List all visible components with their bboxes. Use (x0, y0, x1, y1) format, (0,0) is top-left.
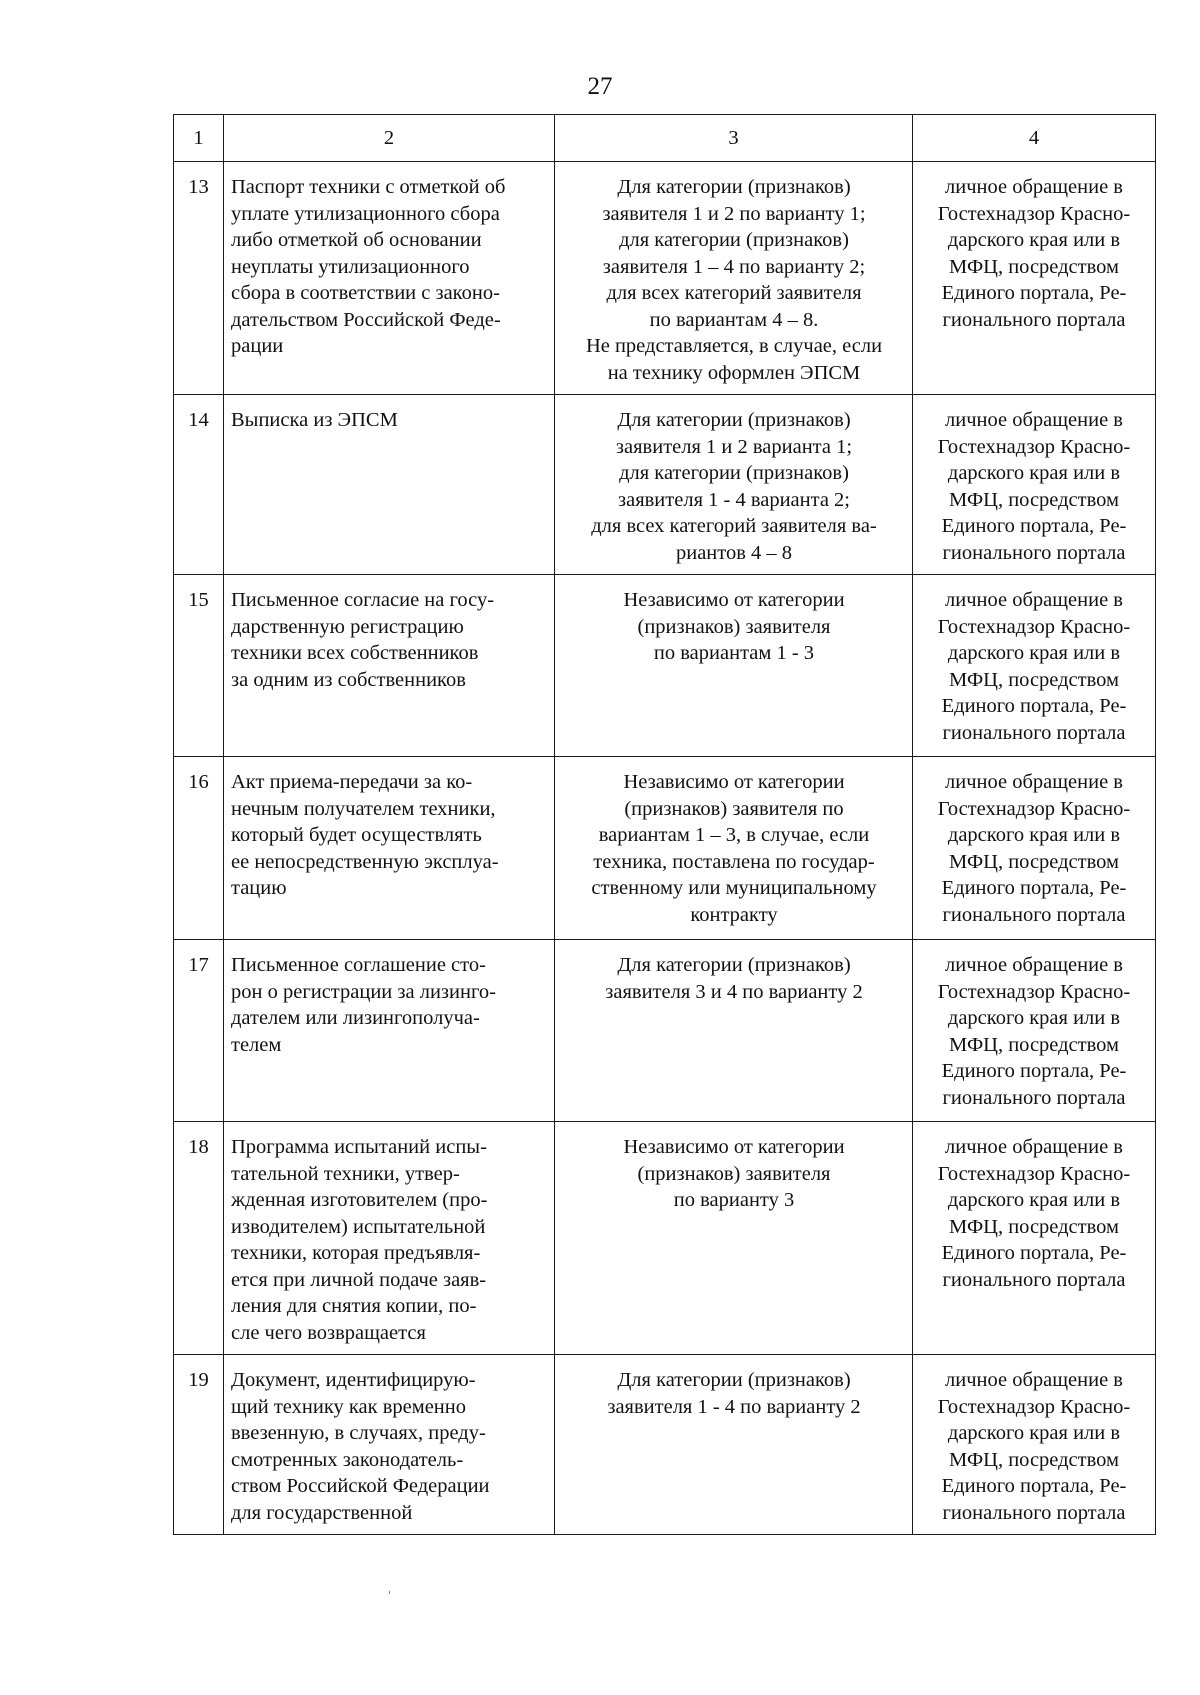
applicant-condition: Независимо от категории (признаков) заявителя по варианту 3 (623, 1136, 845, 1211)
table-row (174, 395, 1156, 575)
column-header-2: 2 (224, 115, 555, 162)
column-header-4: 4 (913, 115, 1156, 162)
row-number: 18 (174, 1122, 224, 1355)
table-row (174, 162, 1156, 395)
applicant-condition: Для категории (признаков) заявителя 1 и 2 по варианту 1; для категории (признаков) заявителя 1 – 4 по варианту 2; для всех категорий заявителя по вариантам 4 – 8. Не представляется, в случае, если на технику оформлен ЭПСМ (585, 176, 883, 384)
submission-method: личное обращение в Гостехнадзор Красно- дарского края или в МФЦ, посредством Единого портала, Ре- гионального портала (937, 409, 1131, 564)
applicant-condition: Для категории (признаков) заявителя 3 и 4 по варианту 2 (605, 954, 863, 1003)
document-name: Программа испытаний испы- тательной техники, утвер- жденная изготовителем (про- изводителем) испытательной техники, которая предъявля- ется при личной подаче заяв- ления для снятия копии, по- сле чего возвращается (231, 1136, 488, 1344)
submission-method: личное обращение в Гостехнадзор Красно- дарского края или в МФЦ, посредством Единого портала, Ре- гионального портала (937, 1369, 1131, 1524)
row-number: 15 (174, 575, 224, 757)
page-number: 27 (587, 73, 613, 100)
row-number: 17 (174, 940, 224, 1122)
document-name: Документ, идентифицирую- щий технику как временно ввезенную, в случаях, преду- смотренных законодатель- ством Российской Федерации для государственной (231, 1369, 490, 1524)
scan-speck (389, 1591, 390, 1594)
table-header-row (174, 115, 1156, 162)
submission-method: личное обращение в Гостехнадзор Красно- дарского края или в МФЦ, посредством Единого портала, Ре- гионального портала (937, 176, 1131, 331)
column-header-3: 3 (555, 115, 913, 162)
row-number: 14 (174, 395, 224, 575)
table-row (174, 575, 1156, 757)
document-name: Письменное согласие на госу- дарственную регистрацию техники всех собственников за одним из собственников (231, 589, 495, 691)
document-name: Выписка из ЭПСМ (231, 409, 398, 431)
applicant-condition: Для категории (признаков) заявителя 1 и 2 варианта 1; для категории (признаков) заявителя 1 - 4 варианта 2; для всех категорий заявителя ва- риантов 4 – 8 (591, 409, 877, 564)
table-row (174, 1355, 1156, 1535)
submission-method: личное обращение в Гостехнадзор Красно- дарского края или в МФЦ, посредством Единого портала, Ре- гионального портала (937, 954, 1131, 1109)
document-name: Паспорт техники с отметкой об уплате утилизационного сбора либо отметкой об основании неуплаты утилизационного сбора в соответствии с законо- дательством Российской Феде- рации (231, 176, 506, 357)
document-name: Письменное соглашение сто- рон о регистрации за лизинго- дателем или лизингополуча- телем (231, 954, 496, 1056)
column-header-1: 1 (174, 115, 224, 162)
table-row (174, 940, 1156, 1122)
submission-method: личное обращение в Гостехнадзор Красно- дарского края или в МФЦ, посредством Единого портала, Ре- гионального портала (937, 771, 1131, 926)
submission-method: личное обращение в Гостехнадзор Красно- дарского края или в МФЦ, посредством Единого портала, Ре- гионального портала (937, 589, 1131, 744)
document-name: Акт приема-передачи за ко- нечным получателем техники, который будет осуществлять ее непосредственную эксплуа- тацию (231, 771, 499, 899)
row-number: 13 (174, 162, 224, 395)
row-number: 16 (174, 757, 224, 940)
table-row (174, 757, 1156, 940)
requirements-table (173, 114, 1156, 1535)
row-number: 19 (174, 1355, 224, 1535)
applicant-condition: Независимо от категории (признаков) заявителя по вариантам 1 - 3 (623, 589, 845, 664)
applicant-condition: Для категории (признаков) заявителя 1 - 4 по варианту 2 (607, 1369, 861, 1418)
table-row (174, 1122, 1156, 1355)
applicant-condition: Независимо от категории (признаков) заявителя по вариантам 1 – 3, в случае, если техника, поставлена по государ- ственному или муниципальному контракту (591, 771, 877, 926)
submission-method: личное обращение в Гостехнадзор Красно- дарского края или в МФЦ, посредством Единого портала, Ре- гионального портала (937, 1136, 1131, 1291)
